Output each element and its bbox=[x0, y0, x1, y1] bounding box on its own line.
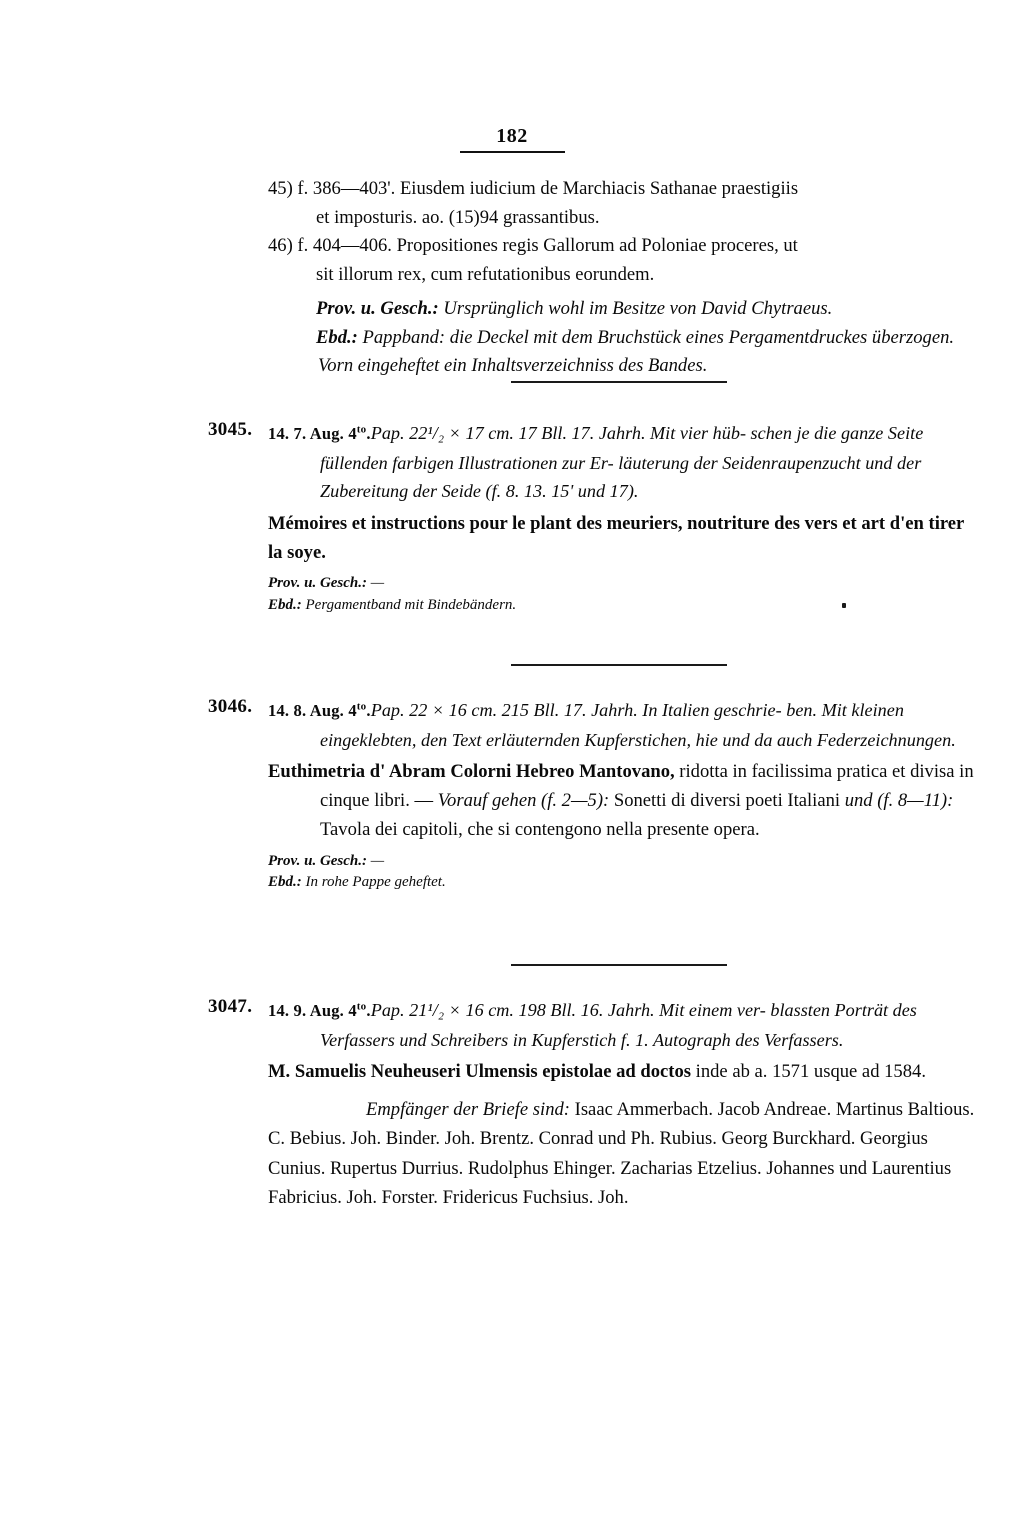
continued-provenance-notes bbox=[268, 295, 980, 381]
entry-number-3045: 3045. bbox=[208, 419, 253, 440]
description-line-3: hie und da auch Federzeichnungen. bbox=[695, 729, 956, 750]
page-number: 182 bbox=[496, 125, 528, 147]
shelfmark-period: . bbox=[366, 424, 371, 443]
entry-body-3045 bbox=[268, 419, 980, 616]
entry-title-roman-1: ridotta in facilissima pratica et divisa in cinque libri. — bbox=[320, 761, 974, 811]
description-line-1: Pap. 22 × 16 cm. 215 Bll. 17. Jahrh. In Italien geschrie- bbox=[370, 700, 782, 720]
shelfmark-3047 bbox=[268, 997, 371, 1026]
binding-text-3045: Pergamentband mit Bindebändern. bbox=[301, 596, 517, 613]
entry-separator-1 bbox=[511, 381, 727, 383]
shelfmark-3046 bbox=[268, 697, 371, 726]
provenance-note-3045 bbox=[268, 573, 980, 595]
entry-title-italic-1: Vorauf gehen (f. 2—5): bbox=[437, 789, 610, 811]
entry-title-roman-2: Sonetti di diversi poeti Italiani bbox=[609, 789, 845, 811]
provenance-label: Prov. u. Gesch.: bbox=[316, 298, 439, 319]
recipients-lead-italic: Empfänger der Briefe sind: bbox=[366, 1098, 570, 1120]
continued-item-46-line2: sit illorum rex, cum refutationibus eorundem. bbox=[316, 263, 655, 285]
continued-item-45-text: 45) f. 386—403'. Eiusdem iudicium de Marchiacis Sathanae praestigiis bbox=[268, 178, 799, 199]
entry-description-3047 bbox=[268, 996, 980, 1054]
scan-speck-artifact bbox=[842, 603, 846, 608]
entry-notes-3045 bbox=[268, 573, 980, 616]
shelfmark-period: . bbox=[366, 701, 371, 720]
provenance-note bbox=[268, 295, 980, 324]
provenance-text-3046: — bbox=[367, 852, 385, 869]
shelfmark-period: . bbox=[366, 1001, 371, 1020]
continued-item-45-line2: et imposturis. ao. (15)94 grassantibus. bbox=[316, 206, 600, 228]
entry-title-3047 bbox=[268, 1058, 980, 1087]
description-line-3: Autograph des Verfassers. bbox=[652, 1029, 844, 1050]
provenance-note-3046 bbox=[268, 851, 980, 873]
description-line-4: (f. 8. 13. 15' und 17). bbox=[485, 481, 639, 502]
entry-number-3047: 3047. bbox=[208, 996, 253, 1017]
entry-title-bold-3047: M. Samuelis Neuheuseri Ulmensis epistolae ad doctos bbox=[268, 1061, 692, 1083]
entry-separator-2 bbox=[511, 664, 727, 666]
continued-entry-block bbox=[268, 175, 980, 381]
binding-text: Pappband: die Deckel mit dem Bruchstück eines Pergamentdruckes überzogen. bbox=[357, 326, 955, 348]
continued-item-45-line1 bbox=[268, 175, 980, 204]
entry-title-rest-3047: inde ab a. 1571 usque ad 1584. bbox=[691, 1061, 926, 1083]
binding-note-3045 bbox=[268, 595, 980, 617]
shelfmark-text: 14. 7. Aug. 4 bbox=[268, 424, 357, 443]
shelfmark-text: 14. 8. Aug. 4 bbox=[268, 701, 357, 720]
entry-description-3046 bbox=[268, 696, 980, 754]
provenance-text: Ursprünglich wohl im Besitze von David Chytraeus. bbox=[438, 298, 833, 319]
entry-body-3047 bbox=[268, 996, 980, 1213]
description-line-2: schen je die ganze Seite füllenden farbigen Illustrationen zur Er- bbox=[320, 423, 924, 473]
entry-number-3046: 3046. bbox=[208, 696, 253, 717]
entry-separator-3 bbox=[511, 964, 727, 966]
entry-description-3045 bbox=[268, 419, 980, 506]
recipients-list-3047 bbox=[268, 1095, 980, 1213]
entry-title-roman-3: Tavola dei capitoli, che si contengono nella presente opera. bbox=[320, 818, 760, 840]
binding-note-continuation: Vorn eingeheftet ein Inhaltsverzeichniss des Bandes. bbox=[318, 355, 708, 376]
provenance-label-3045: Prov. u. Gesch.: bbox=[268, 575, 368, 592]
entry-title-3045 bbox=[268, 510, 980, 568]
page-header-rule bbox=[460, 151, 565, 153]
shelfmark-3045 bbox=[268, 420, 371, 449]
description-line-2: blassten Porträt des Verfassers und Schreibers in Kupferstich f. 1. bbox=[320, 1000, 917, 1050]
description-line-3: läuterung der Seidenraupenzucht und der Zubereitung der Seide bbox=[320, 452, 922, 502]
entry-title-italic-2: und (f. 8—11): bbox=[844, 789, 954, 811]
description-line-2: ben. Mit kleinen eingeklebten, den Text erläutеrnden Kupferstichen, bbox=[320, 700, 904, 750]
shelfmark-superscript: to bbox=[356, 700, 367, 713]
binding-note-3046 bbox=[268, 872, 980, 894]
provenance-text-3045: — bbox=[367, 575, 385, 592]
binding-label-3045: Ebd.: bbox=[268, 596, 302, 613]
shelfmark-superscript: to bbox=[356, 1000, 367, 1013]
entry-title-bold-3046: Euthimetria d' Abram Colorni Hebreo Mantovano, bbox=[268, 761, 675, 783]
entry-notes-3046 bbox=[268, 851, 980, 894]
entry-title-3046 bbox=[268, 758, 980, 844]
entry-body-3046 bbox=[268, 696, 980, 894]
binding-note bbox=[268, 324, 980, 353]
shelfmark-superscript: to bbox=[356, 423, 367, 436]
shelfmark-text: 14. 9. Aug. 4 bbox=[268, 1001, 357, 1020]
description-line-1: Pap. 22¹/₂ × 17 cm. 17 Bll. 17. Jahrh. Mit vier hüb- bbox=[370, 423, 746, 443]
entry-title-bold-3045: Mémoires et instructions pour le plant des meuriers, noutriture des vers et art d'en tirer la soye. bbox=[268, 512, 964, 563]
page-header bbox=[0, 126, 1024, 153]
continued-item-46-line1 bbox=[268, 232, 980, 261]
recipients-names: Isaac Ammerbach. Jacob Andreae. Martinus Baltious. C. Bebius. Joh. Binder. Joh. Brentz. Conrad und Ph. Rubius. Georg Burckhard. Georgius Cunius. Rupertus Durrius. Rudolphus Ehinger. Zacharias Etzelius. Johannes und Laurentius Fabricius. Joh. Forster. Fridericus Fuchsius. Joh. bbox=[268, 1098, 975, 1209]
continued-item-46-text: 46) f. 404—406. Propositiones regis Gallorum ad Poloniae proceres, ut bbox=[268, 235, 798, 256]
provenance-label-3046: Prov. u. Gesch.: bbox=[268, 852, 368, 869]
binding-label-3046: Ebd.: bbox=[268, 874, 302, 891]
description-line-1: Pap. 21¹/₂ × 16 cm. 198 Bll. 16. Jahrh. Mit einem ver- bbox=[370, 1000, 766, 1020]
binding-text-3046: In rohe Pappe geheftet. bbox=[301, 874, 446, 891]
binding-label: Ebd.: bbox=[316, 326, 358, 348]
